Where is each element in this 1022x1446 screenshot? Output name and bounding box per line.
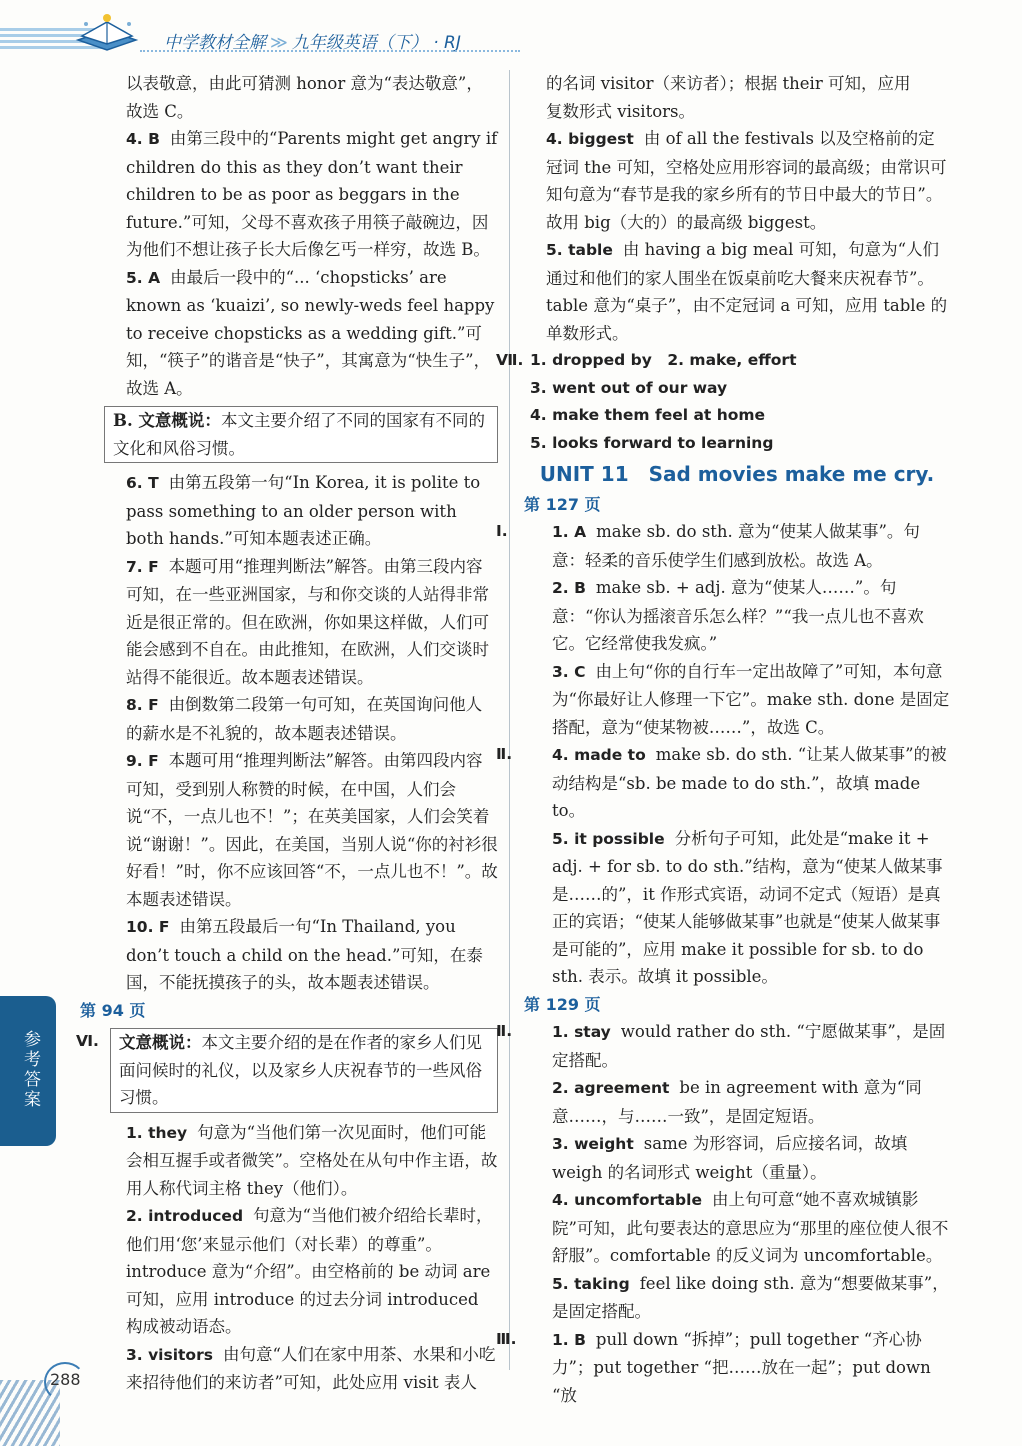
answer-item: [530, 1130, 950, 1186]
page-reference-129: 第 129 页: [524, 994, 601, 1014]
left-continuation: [104, 70, 498, 125]
answer-item: [524, 125, 950, 236]
answer-item: [104, 264, 498, 403]
answer-key: 5. it possible: [552, 829, 665, 848]
section-numeral: Ⅰ.: [496, 522, 508, 540]
section-vii: [496, 347, 950, 457]
answer-item: [530, 1326, 950, 1410]
book-logo-icon: [74, 10, 140, 54]
page-number-text: 288: [50, 1370, 81, 1389]
answer-item: [104, 125, 498, 264]
answer-text: make sb. + adj. 意为“使某人……”。句意：“你认为摇滚音乐怎么样？”“我一点儿也不喜欢它。它经常使我发疯。”: [552, 578, 924, 653]
answer-text: would rather do sth. “宁愿做某事”，是固定搭配。: [552, 1022, 946, 1070]
section-vi: [76, 1028, 498, 1113]
answer-item: [530, 574, 950, 658]
summary-text: 本文主要介绍了不同的国家有不同的文化和风俗习惯。: [113, 411, 485, 458]
answer-item: [530, 518, 950, 574]
section-numeral: Ⅱ.: [496, 745, 513, 763]
answer-text: 由倒数第二段第一句可知，在英国询问他人的薪水是不礼貌的，故本题表述错误。: [126, 695, 483, 743]
vii-answer-line: 1. dropped by 2. make, effort: [530, 351, 797, 369]
answer-key: 9. F: [126, 752, 159, 770]
answer-key: 3. weight: [552, 1135, 634, 1153]
answer-item: [104, 1202, 498, 1341]
answer-key: 8. F: [126, 696, 159, 714]
vii-answer-line: 4. make them feel at home: [530, 406, 766, 424]
section-ii: [496, 741, 950, 991]
answer-text: 由 having a big meal 可知，句意为“人们通过和他们的家人围坐在饭桌前吃大餐来庆祝春节”。table 意为“桌子”，由不定冠词 a 可知，应用 table 的单数形式。: [546, 240, 948, 343]
summary-label: 文意概说：: [119, 1033, 202, 1052]
answer-key: 1. stay: [552, 1023, 611, 1041]
answer-key: 6. T: [126, 474, 159, 492]
header-rule: [140, 50, 520, 52]
answer-text: pull down “拆掉”；pull together “齐心协力”；put together “把……放在一起”；put down “放: [552, 1329, 931, 1405]
text-line: 以表敬意，由此可猜测 honor 意为“表达敬意”，: [126, 74, 483, 93]
answer-text: 由上句“你的自行车一定出故障了”可知，本句意为“你最好让人修理一下它”。make sth. done 是固定搭配，意为“使某物被……”，故选 C。: [552, 661, 950, 737]
answer-item: [104, 913, 498, 997]
answer-key: 5. A: [126, 268, 161, 287]
page-header: [0, 0, 1022, 62]
answer-key: 1. they: [126, 1123, 188, 1142]
answer-key: 7. F: [126, 557, 159, 576]
page-reference-94: 第 94 页: [80, 1000, 146, 1020]
answer-text: 由 of all the festivals 以及空格前的定冠词 the 可知，空格处应用形容词的最高级；由常识可知句意为“春节是我的家乡所有的节日中最大的节日”。故用 big（大的）的最高级 biggest。: [546, 129, 947, 232]
answer-text: feel like doing sth. 意为“想要做某事”，是固定搭配。: [552, 1273, 949, 1321]
side-tab-label: 参考答案: [20, 1030, 40, 1110]
section-numeral: Ⅵ.: [76, 1032, 99, 1050]
answer-text: make sb. do sth. 意为“使某人做某事”。句意：轻柔的音乐使学生们感到放松。故选 A。: [552, 522, 920, 570]
summary-box-vi: [110, 1028, 498, 1113]
header-arrow: ≫: [270, 33, 288, 53]
answer-text: 句意为“当他们被介绍给长辈时，他们用‘您’来显示他们（对长辈）的尊重”。introduce 意为“介绍”。由空格前的 be 动词 are 可知，应用 introduce 的过去分词 introduced 构成被动语态。: [126, 1206, 493, 1336]
text-line: 故选 C。: [126, 101, 194, 121]
answer-item: [530, 1270, 950, 1326]
section-ii-b: [496, 1018, 950, 1326]
answer-text: 分析句子可知，此处是“make it + adj. + for sb. to do sth.”结构，意为“使某人做某事是……的”，it 作形式宾语，动词不定式（短语）是真正的宾语；“使某人能够做某事”也就是“使某人做某事是可能的”，应用 make it possible for sb. to do sth. 表示。故填 it possible。: [552, 828, 943, 986]
answer-key: 2. agreement: [552, 1079, 670, 1097]
section-numeral: Ⅶ.: [496, 351, 524, 369]
summary-box-b: [104, 406, 498, 463]
answer-item: [104, 747, 498, 913]
answer-key: 4. biggest: [546, 130, 634, 148]
answer-text: 由最后一段中的“... ‘chopsticks’ are known as ‘kuaizi’, so newly-weds feel happy to receive chopsticks as a wedding gift.”可知，“筷子”的谐音是“快子”，其寓意为“快生子”，故选 A。: [126, 267, 495, 398]
side-tab: [0, 996, 56, 1146]
answer-item: [104, 691, 498, 747]
answer-item: [530, 825, 950, 991]
answer-text: same 为形容词，后应接名词，故填 weigh 的名词形式 weight（重量）。: [552, 1134, 908, 1182]
answer-text: 由句意“人们在家中用茶、水果和小吃来招待他们的来访者”可知，此处应用 visit 表人: [126, 1344, 496, 1392]
unit-title: UNIT 11 Sad movies make me cry.: [539, 462, 935, 486]
answer-key: 5. table: [546, 241, 613, 259]
vii-answer-line: 3. went out of our way: [530, 378, 728, 397]
summary-text: 本文主要介绍的是在作者的家乡人们见面问候时的礼仪，以及家乡人庆祝春节的一些风俗习惯。: [119, 1033, 482, 1107]
edition-name: · RJ: [433, 33, 461, 53]
answer-item: [530, 741, 950, 825]
answer-text: 由第五段第一句“In Korea, it is polite to pass something to an older person with both hands.”可知本题表述正确。: [126, 473, 481, 548]
answer-text: 本题可用“推理判断法”解答。由第四段内容可知，受到别人称赞的时候，在中国，人们会说“不，一点儿也不！”；在英美国家，人们会笑着说“谢谢！”。因此，在美国，当别人说“你的衬衫很好看！”时，你不应该回答“不，一点儿也不！”。故本题表述错误。: [126, 751, 498, 909]
answer-text: 由第三段中的“Parents might get angry if children do this as they don’t want their children to be as poor as beggars in the future.”可知，父母不喜欢孩子用筷子敲碗边，因为他们不想让孩子长大后像乞丐一样穷，故选 B。: [126, 129, 498, 259]
answer-item: [104, 1119, 498, 1203]
answer-key: 4. B: [126, 130, 160, 148]
vii-answer-line: 5. looks forward to learning: [530, 433, 774, 452]
answer-text: 由上句可意“她不喜欢城镇影院”可知，此句要表达的意思应为“那里的座位使人很不舒服”。comfortable 的反义词为 uncomfortable。: [552, 1190, 949, 1265]
answer-key: 1. A: [552, 523, 587, 541]
answer-key: 4. uncomfortable: [552, 1191, 702, 1209]
answer-item: [530, 1018, 950, 1074]
section-i: [496, 518, 950, 741]
section-numeral: Ⅲ.: [496, 1329, 517, 1348]
answer-key: 3. visitors: [126, 1345, 213, 1364]
section-iii: [496, 1326, 950, 1410]
answer-item: [524, 236, 950, 347]
text-line: 的名词 visitor（来访者）；根据 their 可知，应用: [546, 74, 911, 93]
answer-text: 本题可用“推理判断法”解答。由第三段内容可知，在一些亚洲国家，与和你交谈的人站得非常近是很正常的。但在欧洲，你如果这样做，人们可能会感到不自在。由此推知，在欧洲，人们交谈时站得不能很近。故本题表述错误。: [126, 556, 489, 687]
page-number: [44, 1362, 82, 1396]
answer-item: [104, 1341, 498, 1397]
text-line: 复数形式 visitors。: [546, 101, 696, 121]
answer-key: 2. B: [552, 579, 586, 597]
answer-key: 3. C: [552, 662, 586, 681]
summary-label: B. 文意概说：: [113, 411, 221, 430]
page-reference-127: 第 127 页: [524, 494, 601, 514]
answer-key: 1. B: [552, 1330, 586, 1349]
answer-item: [530, 1186, 950, 1270]
answer-text: be in agreement with 意为“同意……，与……一致”，是固定短语。: [552, 1078, 922, 1126]
answer-key: 10. F: [126, 918, 170, 936]
answer-key: 2. introduced: [126, 1207, 244, 1225]
answer-item: [530, 1074, 950, 1130]
section-numeral: Ⅱ.: [496, 1022, 513, 1040]
answer-item: [104, 553, 498, 692]
answer-key: 4. made to: [552, 746, 646, 764]
answer-item: [530, 658, 950, 742]
answer-key: 5. taking: [552, 1274, 630, 1293]
answer-text: make sb. do sth. “让某人做某事”的被动结构是“sb. be made to do sth.”，故填 made to。: [552, 745, 947, 820]
right-continuation: [524, 70, 950, 125]
answer-text: 由第五段最后一句“In Thailand, you don’t touch a child on the head.”可知，在泰国，不能抚摸孩子的头，故本题表述错误。: [126, 917, 483, 992]
right-column: [496, 70, 950, 1409]
book-name: 中学教材全解: [164, 33, 266, 53]
subject-name: 九年级英语（下）: [291, 33, 428, 53]
answer-item: [104, 469, 498, 553]
answer-text: 句意为“当他们第一次见面时，他们可能会相互握手或者微笑”。空格处在从句中作主语，故用人称代词主格 they（他们）。: [126, 1122, 498, 1198]
left-column: [76, 70, 498, 1397]
